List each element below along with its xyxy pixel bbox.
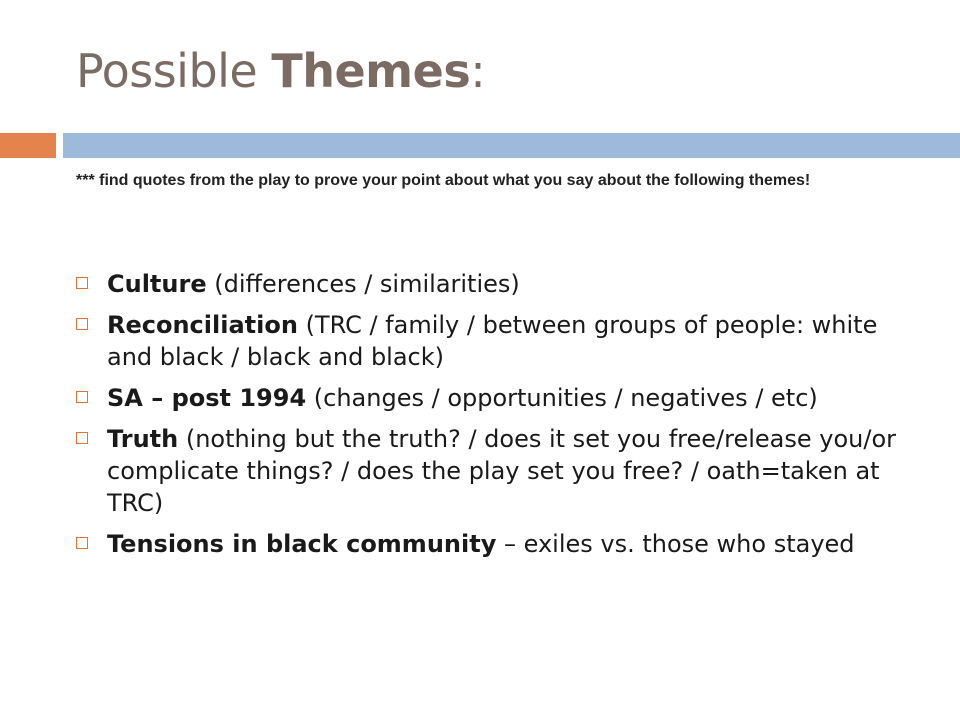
title-regular: Possible [76,44,272,98]
square-bullet-icon [76,318,88,330]
accent-bar-orange [0,133,56,158]
theme-item-truth [76,423,916,519]
theme-item-culture [76,268,916,300]
theme-name: Tensions in black community [107,530,497,558]
theme-item-reconciliation [76,309,916,373]
theme-item-sa-post-1994 [76,382,916,414]
slide-title [76,44,485,98]
theme-detail: – exiles vs. those who stayed [496,530,855,558]
themes-list [76,268,916,569]
theme-name: Culture [107,270,207,298]
theme-item-tensions [76,528,916,560]
title-colon: : [470,44,486,98]
theme-detail: (changes / opportunities / negatives / etc) [306,384,818,412]
theme-detail: (TRC / family / between groups of people: white and black / black and black) [107,311,878,371]
title-bold: Themes [271,44,471,98]
square-bullet-icon [76,537,88,549]
theme-name: Truth [107,425,179,453]
square-bullet-icon [76,277,88,289]
square-bullet-icon [76,432,88,444]
square-bullet-icon [76,391,88,403]
theme-detail: (nothing but the truth? / does it set you free/release you/or complicate things? / does the play set you free? / oath=taken at TRC) [107,425,897,517]
theme-name: SA – post 1994 [107,384,307,412]
theme-name: Reconciliation [107,311,298,339]
instruction-note: *** find quotes from the play to prove your point about what you say about the following themes! [76,172,811,189]
accent-bar-blue [63,133,960,158]
theme-detail: (differences / similarities) [206,270,520,298]
